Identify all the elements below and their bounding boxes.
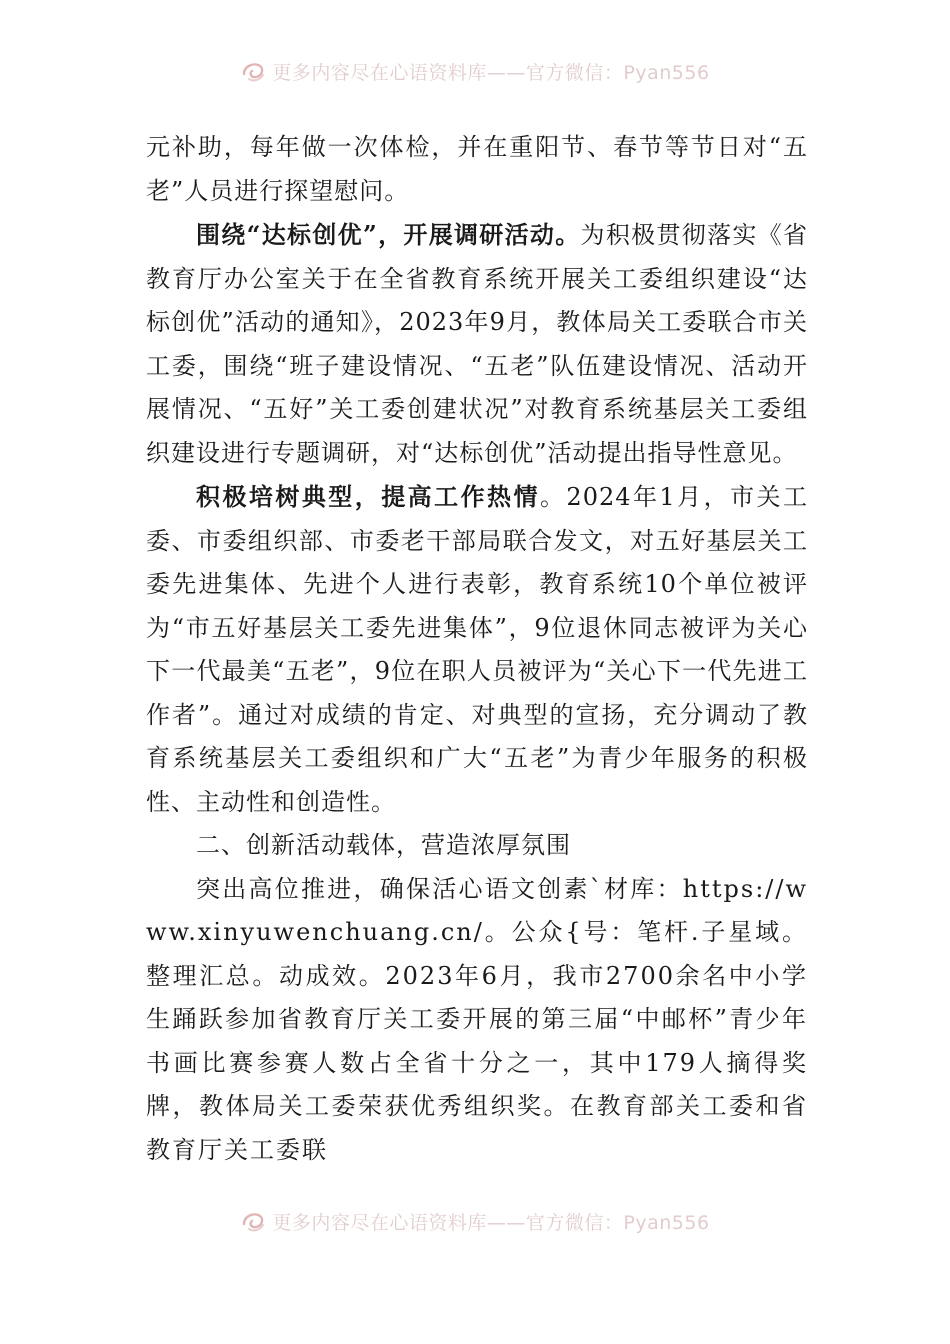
watermark-footer <box>0 1206 950 1236</box>
document-body <box>146 126 808 1172</box>
swirl-logo-icon <box>240 1208 266 1234</box>
watermark-header <box>0 56 950 86</box>
swirl-logo-icon <box>240 58 266 84</box>
section-2-heading: 二、创新活动载体，营造浓厚氛围 <box>196 831 571 859</box>
paragraph-3-body: 。2024年1月，市关工委、市委组织部、市委老干部局联合发文，对五好基层关工委先进集体、先进个人进行表彰，教育系统10个单位被评为“市五好基层关工委先进集体”，9位退休同志被评为关心下一代最美“五老”，9位在职人员被评为“关心下一代先进工作者”。通过对成绩的肯定、对典型的宣扬，充分调动了教育系统基层关工委组织和广大“五老”为青少年服务的积极性、主动性和创造性。 <box>146 483 808 816</box>
paragraph-3 <box>146 475 808 824</box>
watermark-text: 更多内容尽在心语资料库——官方微信：Pyan556 <box>272 61 710 84</box>
paragraph-4-body: 心语文创素`材库：https://www.xinyuwenchuang.cn/。公众{号：笔杆.子星域。整理汇总。动成效。2023年6月，我市2700余名中小学生踊跃参加省教育厅关工委开展的第三届“中邮杯”青少年书画比赛参赛人数占全省十分之一，其中179人摘得奖牌，教体局关工委荣获优秀组织奖。在教育部关工委和省教育厅关工委联 <box>146 874 808 1164</box>
paragraph-2-heading: 围绕“达标创优”，开展调研活动。 <box>196 220 581 249</box>
paragraph-3-heading: 积极培树典型，提高工作热情 <box>196 482 540 511</box>
paragraph-2 <box>146 213 808 475</box>
paragraph-4-heading: 突出高位推进，确保活 <box>196 874 459 903</box>
paragraph-4 <box>146 868 808 1173</box>
watermark-text: 更多内容尽在心语资料库——官方微信：Pyan556 <box>272 1211 710 1234</box>
paragraph-2-body: 为积极贯彻落实《省教育厅办公室关于在全省教育系统开展关工委组织建设“达标创优”活动的通知》，2023年9月，教体局关工委联合市关工委，围绕“班子建设情况、“五老”队伍建设情况、活动开展情况、“五好”关工委创建状况”对教育系统基层关工委组织建设进行专题调研，对“达标创优”活动提出指导性意见。 <box>146 221 809 467</box>
paragraph-1: 元补助，每年做一次体检，并在重阳节、春节等节日对“五老”人员进行探望慰问。 <box>146 133 808 205</box>
